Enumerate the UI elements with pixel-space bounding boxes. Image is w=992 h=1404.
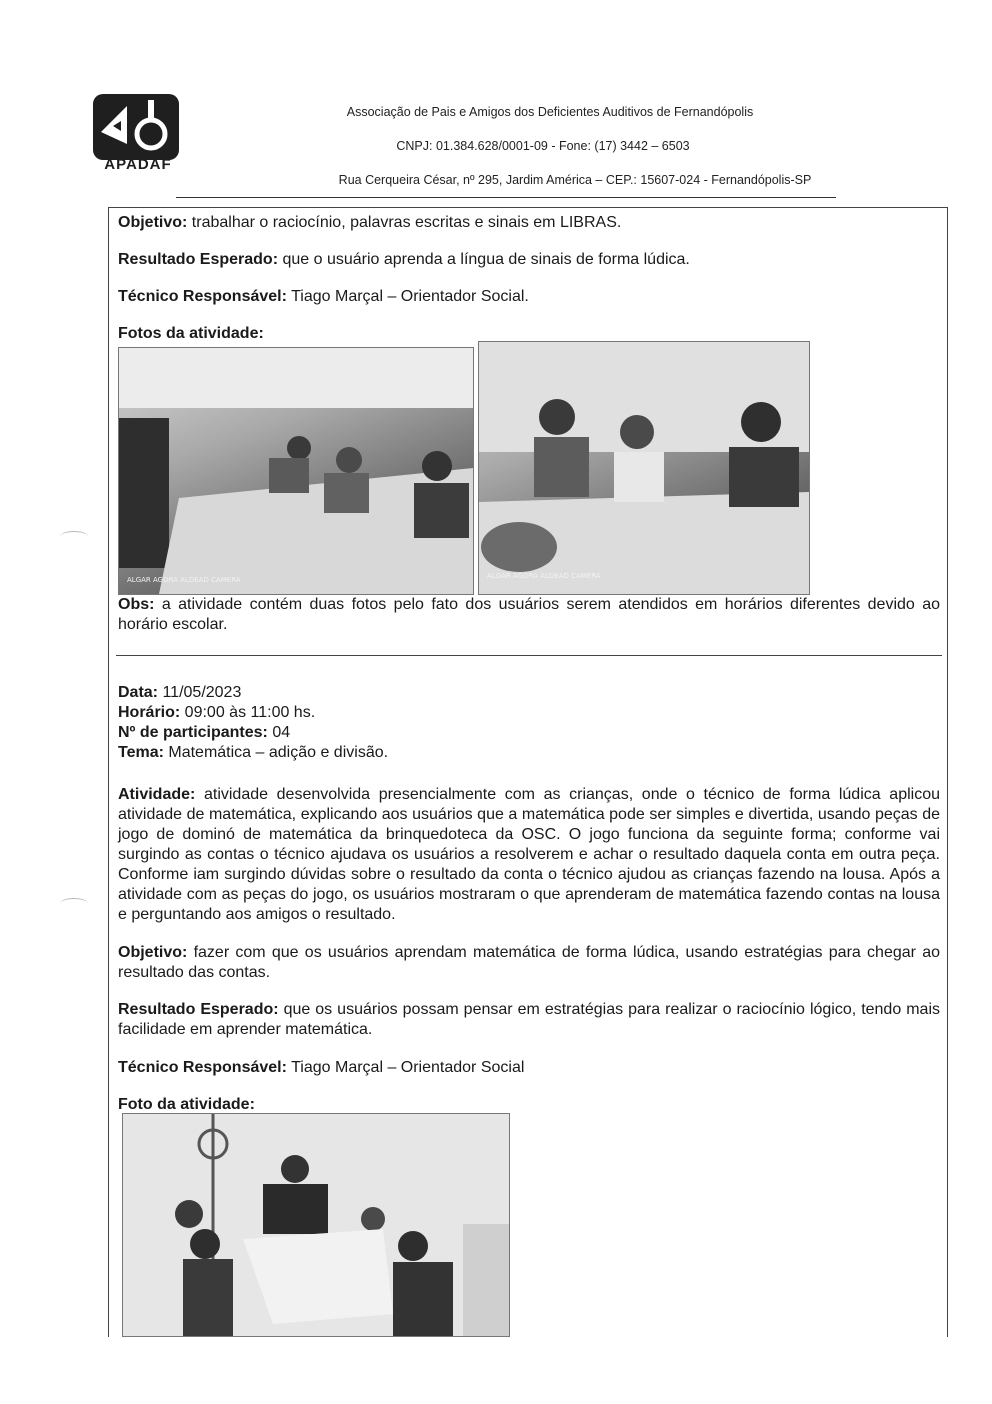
logo-emblem-icon bbox=[93, 94, 179, 160]
foto-label: Foto da atividade: bbox=[118, 1096, 255, 1113]
margin-mark bbox=[60, 898, 88, 909]
tecnico-1 bbox=[118, 287, 938, 307]
participantes-row bbox=[118, 723, 938, 743]
tecnico-2 bbox=[118, 1058, 938, 1078]
photo-scene-icon bbox=[119, 348, 473, 594]
objetivo-label: Objetivo: bbox=[118, 214, 188, 231]
data-label: Data: bbox=[118, 684, 159, 701]
margin-mark bbox=[60, 531, 88, 542]
data-row bbox=[118, 683, 938, 703]
org-name: Associação de Pais e Amigos dos Deficientes Auditivos de Fernandópolis bbox=[346, 105, 754, 119]
meta-block bbox=[118, 683, 938, 763]
data-text: 11/05/2023 bbox=[158, 684, 242, 701]
resultado-1 bbox=[118, 250, 938, 270]
activity-photo-2 bbox=[478, 341, 810, 595]
participantes-text: 04 bbox=[267, 724, 291, 741]
tema-text: Matemática – adição e divisão. bbox=[163, 744, 389, 761]
horario-row bbox=[118, 703, 938, 723]
objetivo-1 bbox=[118, 213, 938, 233]
obs-label: Obs: bbox=[118, 596, 155, 613]
horario-text: 09:00 às 11:00 hs. bbox=[180, 704, 316, 721]
tema-label: Tema: bbox=[118, 744, 164, 761]
objetivo-2 bbox=[118, 943, 940, 983]
activity-photo-3 bbox=[122, 1113, 510, 1337]
tecnico-text: Tiago Marçal – Orientador Social bbox=[286, 1059, 525, 1076]
content-border-left bbox=[108, 207, 109, 1337]
atividade-label: Atividade: bbox=[118, 786, 196, 803]
tecnico-label: Técnico Responsável: bbox=[118, 288, 287, 305]
fotos-label: Fotos da atividade: bbox=[118, 325, 264, 342]
objetivo-text: fazer com que os usuários aprendam matemática de forma lúdica, usando estratégias para chegar ao resultado das contas. bbox=[118, 944, 940, 981]
obs-text: a atividade contém duas fotos pelo fato dos usuários serem atendidos em horários diferentes devido ao horário escolar. bbox=[118, 596, 940, 633]
photo-watermark: ALGAR AGORA ALDEAD CAMERA bbox=[487, 572, 601, 580]
address-line: Rua Cerqueira César, nº 295, Jardim América – CEP.: 15607-024 - Fernandópolis-SP bbox=[338, 173, 812, 187]
horario-label: Horário: bbox=[118, 704, 181, 721]
resultado-text: que o usuário aprenda a língua de sinais de forma lúdica. bbox=[278, 251, 690, 268]
apadaf-logo bbox=[93, 94, 179, 160]
photo-scene-icon bbox=[123, 1114, 509, 1336]
atividade-2 bbox=[118, 785, 940, 925]
atividade-text: atividade desenvolvida presencialmente com as crianças, onde o técnico de forma lúdica aplicou atividade de matemática, explicando aos usuários que a matemática pode ser simples e divertida, usando peças de jogo de dominó de matemática da brinquedoteca da OSC. O jogo funciona da seguinte forma; conforme vai surgindo as contas o técnico ajudava os usuários a resolverem e achar o resultado daquela conta em outra peça. Conforme iam surgindo dúvidas sobre o resultado da conta o técnico ajudou as crianças fazendo na lousa. Após a atividade com as peças do jogo, os usuários mostraram o que aprenderam de matemática fazendo contas na lousa e perguntando aos amigos o resultado. bbox=[118, 786, 940, 923]
logo-text: APADAF bbox=[104, 156, 172, 173]
obs-1 bbox=[118, 595, 940, 635]
content-border-right bbox=[947, 207, 948, 1337]
tecnico-label: Técnico Responsável: bbox=[118, 1059, 287, 1076]
resultado-text: que os usuários possam pensar em estratégias para realizar o raciocínio lógico, tendo mais facilidade em aprender matemática. bbox=[118, 1001, 941, 1038]
tema-row bbox=[118, 743, 938, 763]
cnpj-line: CNPJ: 01.384.628/0001-09 - Fone: (17) 3442 – 6503 bbox=[396, 139, 690, 153]
activity-photo-1 bbox=[118, 347, 474, 595]
section-divider bbox=[116, 655, 942, 656]
objetivo-text: trabalhar o raciocínio, palavras escritas e sinais em LIBRAS. bbox=[187, 214, 622, 231]
header-divider bbox=[176, 197, 836, 198]
photo-watermark: ALGAR AGORA ALDEAD CAMERA bbox=[127, 576, 241, 584]
objetivo-label: Objetivo: bbox=[118, 944, 188, 961]
tecnico-text: Tiago Marçal – Orientador Social. bbox=[286, 288, 529, 305]
content-border-top bbox=[108, 207, 948, 208]
participantes-label: Nº de participantes: bbox=[118, 724, 268, 741]
resultado-2 bbox=[118, 1000, 940, 1040]
resultado-label: Resultado Esperado: bbox=[118, 251, 279, 268]
resultado-label: Resultado Esperado: bbox=[118, 1001, 279, 1018]
photo-scene-icon bbox=[479, 342, 809, 594]
